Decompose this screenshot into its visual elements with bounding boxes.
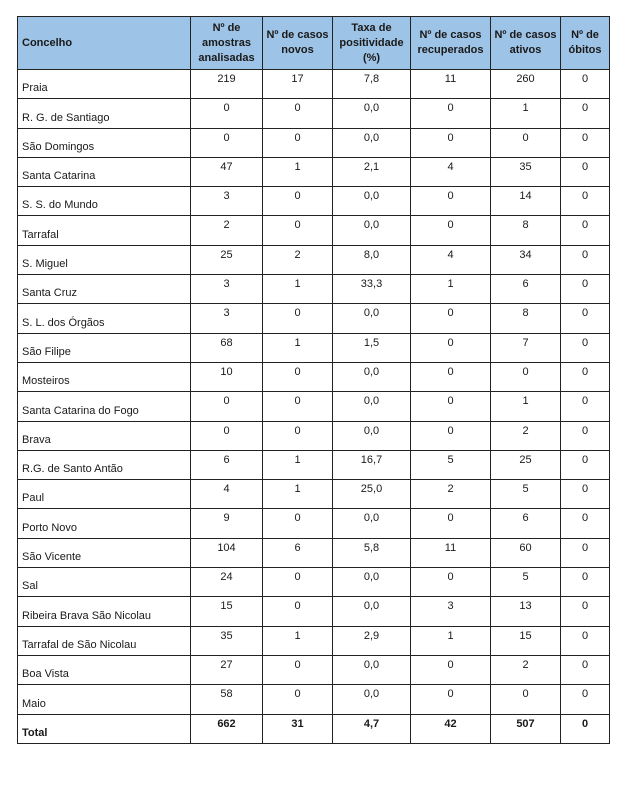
- cell-amostras: 662: [191, 714, 263, 743]
- table-row: [18, 392, 610, 421]
- cell-amostras: 3: [191, 304, 263, 333]
- cell-taxa-positividade: 7,8: [333, 70, 411, 99]
- cell-concelho: Sal: [18, 568, 191, 597]
- cell-ativos: 5: [491, 480, 561, 509]
- cell-recuperados: 11: [411, 538, 491, 567]
- cell-ativos: 1: [491, 99, 561, 128]
- cell-amostras: 25: [191, 245, 263, 274]
- cell-casos-novos: 0: [263, 509, 333, 538]
- cell-casos-novos: 1: [263, 450, 333, 479]
- table-row: [18, 626, 610, 655]
- cell-casos-novos: 0: [263, 187, 333, 216]
- cell-obitos: 0: [561, 714, 610, 743]
- cell-recuperados: 0: [411, 362, 491, 391]
- cell-recuperados: 0: [411, 655, 491, 684]
- cell-taxa-positividade: 0,0: [333, 655, 411, 684]
- cell-obitos: 0: [561, 187, 610, 216]
- cell-concelho: R.G. de Santo Antão: [18, 450, 191, 479]
- cell-obitos: 0: [561, 216, 610, 245]
- cell-concelho: Praia: [18, 70, 191, 99]
- cell-obitos: 0: [561, 421, 610, 450]
- cell-concelho: Maio: [18, 685, 191, 714]
- cell-casos-novos: 17: [263, 70, 333, 99]
- cell-casos-novos: 0: [263, 568, 333, 597]
- cell-obitos: 0: [561, 685, 610, 714]
- cell-obitos: 0: [561, 392, 610, 421]
- cell-concelho: Brava: [18, 421, 191, 450]
- cell-concelho: Santa Catarina do Fogo: [18, 392, 191, 421]
- cell-recuperados: 0: [411, 128, 491, 157]
- cell-casos-novos: 1: [263, 275, 333, 304]
- table-row: [18, 685, 610, 714]
- cell-obitos: 0: [561, 245, 610, 274]
- cell-ativos: 2: [491, 421, 561, 450]
- cell-obitos: 0: [561, 538, 610, 567]
- cell-ativos: 5: [491, 568, 561, 597]
- cell-recuperados: 0: [411, 333, 491, 362]
- cell-taxa-positividade: 0,0: [333, 304, 411, 333]
- cell-ativos: 14: [491, 187, 561, 216]
- header-ativos: Nº de casos ativos: [491, 17, 561, 70]
- table-row: [18, 509, 610, 538]
- cell-concelho: Paul: [18, 480, 191, 509]
- cell-concelho: Santa Cruz: [18, 275, 191, 304]
- table-row: [18, 597, 610, 626]
- cell-taxa-positividade: 0,0: [333, 568, 411, 597]
- cell-obitos: 0: [561, 275, 610, 304]
- cell-concelho: S. S. do Mundo: [18, 187, 191, 216]
- cell-casos-novos: 0: [263, 362, 333, 391]
- table-row: [18, 304, 610, 333]
- table-row: [18, 450, 610, 479]
- cell-obitos: 0: [561, 70, 610, 99]
- cell-ativos: 2: [491, 655, 561, 684]
- cell-amostras: 104: [191, 538, 263, 567]
- cell-obitos: 0: [561, 509, 610, 538]
- cell-ativos: 6: [491, 275, 561, 304]
- cell-recuperados: 0: [411, 216, 491, 245]
- table-row: [18, 216, 610, 245]
- table-row: [18, 421, 610, 450]
- cell-concelho: Tarrafal: [18, 216, 191, 245]
- cell-ativos: 0: [491, 128, 561, 157]
- table-row: [18, 655, 610, 684]
- cell-obitos: 0: [561, 304, 610, 333]
- cell-ativos: 35: [491, 157, 561, 186]
- cell-casos-novos: 1: [263, 626, 333, 655]
- table-row: [18, 275, 610, 304]
- cell-recuperados: 1: [411, 275, 491, 304]
- cell-casos-novos: 0: [263, 128, 333, 157]
- cell-casos-novos: 0: [263, 216, 333, 245]
- cell-casos-novos: 0: [263, 99, 333, 128]
- cell-concelho: São Vicente: [18, 538, 191, 567]
- cell-recuperados: 0: [411, 392, 491, 421]
- cell-obitos: 0: [561, 362, 610, 391]
- cell-amostras: 3: [191, 275, 263, 304]
- cell-obitos: 0: [561, 655, 610, 684]
- table-row: [18, 70, 610, 99]
- cell-ativos: 25: [491, 450, 561, 479]
- header-casos-novos: Nº de casos novos: [263, 17, 333, 70]
- cell-recuperados: 0: [411, 304, 491, 333]
- cell-amostras: 4: [191, 480, 263, 509]
- cell-ativos: 0: [491, 362, 561, 391]
- covid-cases-table: [17, 16, 610, 744]
- cell-concelho: São Filipe: [18, 333, 191, 362]
- cell-ativos: 7: [491, 333, 561, 362]
- cell-taxa-positividade: 0,0: [333, 392, 411, 421]
- cell-amostras: 3: [191, 187, 263, 216]
- cell-obitos: 0: [561, 626, 610, 655]
- cell-ativos: 34: [491, 245, 561, 274]
- cell-amostras: 58: [191, 685, 263, 714]
- cell-concelho: São Domingos: [18, 128, 191, 157]
- cell-concelho: Total: [18, 714, 191, 743]
- cell-recuperados: 11: [411, 70, 491, 99]
- cell-concelho: Porto Novo: [18, 509, 191, 538]
- cell-ativos: 13: [491, 597, 561, 626]
- table-header-row: [18, 17, 610, 70]
- cell-obitos: 0: [561, 333, 610, 362]
- cell-taxa-positividade: 0,0: [333, 128, 411, 157]
- cell-taxa-positividade: 0,0: [333, 421, 411, 450]
- cell-casos-novos: 2: [263, 245, 333, 274]
- cell-taxa-positividade: 0,0: [333, 509, 411, 538]
- cell-taxa-positividade: 25,0: [333, 480, 411, 509]
- cell-concelho: Boa Vista: [18, 655, 191, 684]
- cell-casos-novos: 1: [263, 480, 333, 509]
- cell-obitos: 0: [561, 480, 610, 509]
- cell-taxa-positividade: 33,3: [333, 275, 411, 304]
- cell-recuperados: 0: [411, 568, 491, 597]
- cell-obitos: 0: [561, 128, 610, 157]
- cell-taxa-positividade: 0,0: [333, 187, 411, 216]
- header-obitos: Nº de óbitos: [561, 17, 610, 70]
- cell-amostras: 24: [191, 568, 263, 597]
- cell-recuperados: 0: [411, 421, 491, 450]
- cell-amostras: 0: [191, 128, 263, 157]
- cell-concelho: Ribeira Brava São Nicolau: [18, 597, 191, 626]
- cell-recuperados: 0: [411, 685, 491, 714]
- cell-amostras: 219: [191, 70, 263, 99]
- cell-amostras: 9: [191, 509, 263, 538]
- table-row: [18, 157, 610, 186]
- cell-ativos: 0: [491, 685, 561, 714]
- cell-taxa-positividade: 16,7: [333, 450, 411, 479]
- table-row: [18, 187, 610, 216]
- cell-taxa-positividade: 0,0: [333, 99, 411, 128]
- cell-recuperados: 3: [411, 597, 491, 626]
- cell-amostras: 35: [191, 626, 263, 655]
- cell-concelho: Tarrafal de São Nicolau: [18, 626, 191, 655]
- cell-amostras: 2: [191, 216, 263, 245]
- table-row: [18, 480, 610, 509]
- cell-concelho: Mosteiros: [18, 362, 191, 391]
- cell-amostras: 47: [191, 157, 263, 186]
- cell-taxa-positividade: 2,9: [333, 626, 411, 655]
- cell-taxa-positividade: 0,0: [333, 685, 411, 714]
- table-row: [18, 362, 610, 391]
- cell-taxa-positividade: 0,0: [333, 216, 411, 245]
- cell-amostras: 68: [191, 333, 263, 362]
- cell-recuperados: 0: [411, 99, 491, 128]
- cell-casos-novos: 0: [263, 304, 333, 333]
- cell-taxa-positividade: 0,0: [333, 362, 411, 391]
- cell-ativos: 8: [491, 216, 561, 245]
- table-row: [18, 538, 610, 567]
- header-concelho: Concelho: [18, 17, 191, 70]
- header-taxa-positividade: Taxa de positividade (%): [333, 17, 411, 70]
- cell-ativos: 8: [491, 304, 561, 333]
- table-row: [18, 99, 610, 128]
- table-row: [18, 568, 610, 597]
- cell-casos-novos: 0: [263, 685, 333, 714]
- cell-obitos: 0: [561, 450, 610, 479]
- cell-casos-novos: 0: [263, 421, 333, 450]
- cell-concelho: S. Miguel: [18, 245, 191, 274]
- cell-concelho: R. G. de Santiago: [18, 99, 191, 128]
- cell-obitos: 0: [561, 99, 610, 128]
- cell-amostras: 10: [191, 362, 263, 391]
- cell-recuperados: 1: [411, 626, 491, 655]
- cell-recuperados: 2: [411, 480, 491, 509]
- cell-ativos: 15: [491, 626, 561, 655]
- cell-amostras: 0: [191, 421, 263, 450]
- table-row: [18, 333, 610, 362]
- header-amostras: Nº de amostras analisadas: [191, 17, 263, 70]
- cell-ativos: 260: [491, 70, 561, 99]
- cell-obitos: 0: [561, 568, 610, 597]
- header-recuperados: Nº de casos recuperados: [411, 17, 491, 70]
- cell-ativos: 6: [491, 509, 561, 538]
- cell-ativos: 60: [491, 538, 561, 567]
- cell-recuperados: 4: [411, 245, 491, 274]
- cell-taxa-positividade: 1,5: [333, 333, 411, 362]
- cell-amostras: 0: [191, 392, 263, 421]
- cell-casos-novos: 31: [263, 714, 333, 743]
- cell-ativos: 507: [491, 714, 561, 743]
- cell-taxa-positividade: 8,0: [333, 245, 411, 274]
- cell-amostras: 27: [191, 655, 263, 684]
- cell-taxa-positividade: 5,8: [333, 538, 411, 567]
- cell-casos-novos: 0: [263, 597, 333, 626]
- cell-casos-novos: 6: [263, 538, 333, 567]
- cell-recuperados: 5: [411, 450, 491, 479]
- cell-taxa-positividade: 0,0: [333, 597, 411, 626]
- table-row: [18, 245, 610, 274]
- cell-taxa-positividade: 4,7: [333, 714, 411, 743]
- cell-amostras: 6: [191, 450, 263, 479]
- cell-recuperados: 4: [411, 157, 491, 186]
- cell-casos-novos: 1: [263, 333, 333, 362]
- cell-recuperados: 0: [411, 187, 491, 216]
- cell-recuperados: 42: [411, 714, 491, 743]
- cell-amostras: 15: [191, 597, 263, 626]
- cell-taxa-positividade: 2,1: [333, 157, 411, 186]
- cell-concelho: Santa Catarina: [18, 157, 191, 186]
- cell-obitos: 0: [561, 157, 610, 186]
- total-row: [18, 714, 610, 743]
- cell-recuperados: 0: [411, 509, 491, 538]
- cell-casos-novos: 0: [263, 392, 333, 421]
- table-row: [18, 128, 610, 157]
- cell-amostras: 0: [191, 99, 263, 128]
- cell-concelho: S. L. dos Órgãos: [18, 304, 191, 333]
- cell-obitos: 0: [561, 597, 610, 626]
- cell-ativos: 1: [491, 392, 561, 421]
- cell-casos-novos: 0: [263, 655, 333, 684]
- cell-casos-novos: 1: [263, 157, 333, 186]
